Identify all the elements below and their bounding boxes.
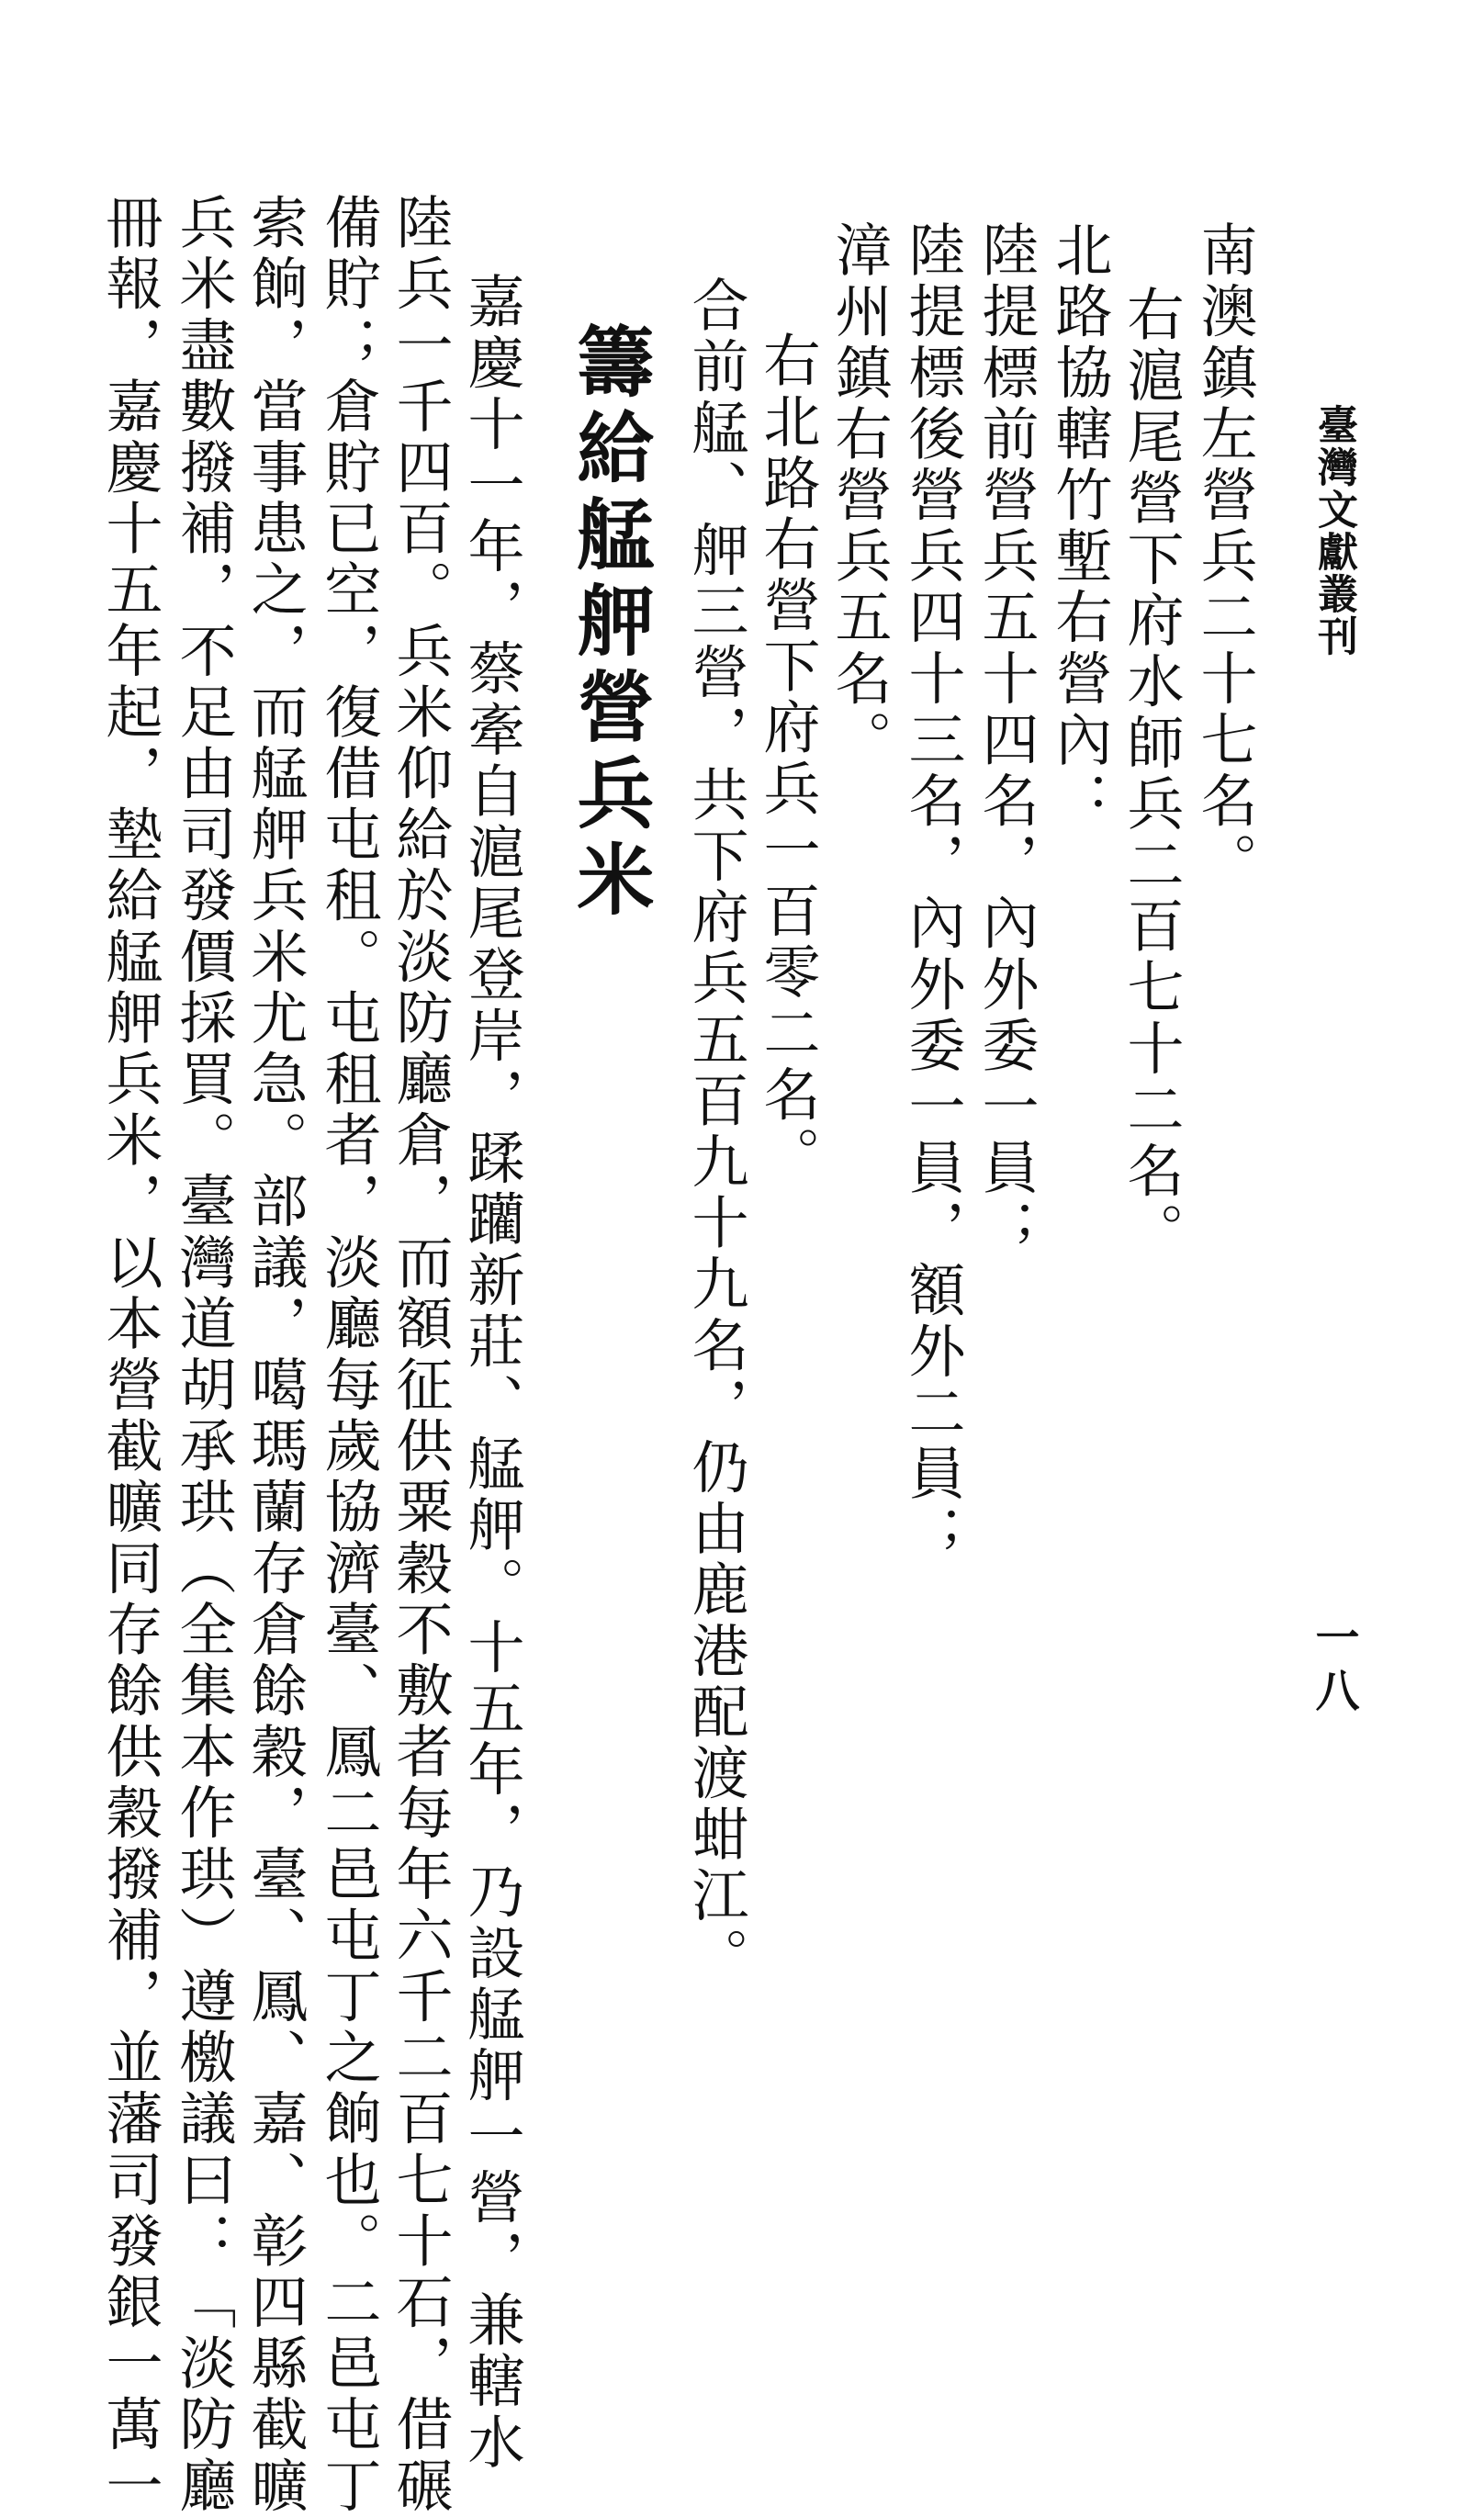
book-title: 臺灣文獻叢刊 [1310, 404, 1357, 657]
text-column: 南澳鎮左營兵二十七名。 [1191, 220, 1258, 893]
text-column: 右滬尾營下府水師兵二百七十二名。 [1118, 285, 1185, 1264]
text-column: 右北路右營下府兵一百零二名。 [754, 331, 821, 1187]
text-column: 漳州鎮右營兵五名。 [826, 220, 893, 771]
paragraph-line: 索餉，當事患之，而艋舺兵米尤急。部議，噶瑪蘭存倉餘穀，臺、鳳、嘉、彰四縣截曠 [242, 193, 309, 2517]
text-column: 陸提標前營兵五十四名，內外委一員； [972, 220, 1040, 1261]
text-column: 合前艋、舺三營，共下府兵五百九十九名，仍由鹿港配渡蚶江。 [682, 275, 749, 1988]
paragraph-line: 陸兵一千四百。兵米仰給於淡防廳倉，而額征供粟穀不敷者每年六千二百七十石，借碾 [387, 193, 454, 2517]
paragraph-line: 兵米盡數撥補，不足由司發價採買。臺灣道胡承珙（全集本作珙）遵檄議曰：「淡防廳 [170, 193, 237, 2517]
paragraph-line: 嘉慶十一年，蔡牽自滬尾登岸，蹂躪新莊、艋舺。十五年，乃設艋舺一營，兼轄水 [458, 272, 525, 2474]
text-column: 陸提標後營兵四十三名，內外委一員，額外二員； [899, 220, 966, 1567]
text-column: 北路協轄竹塹右營內： [1046, 220, 1113, 832]
section-title: 籌給艋舺營兵米 [565, 321, 656, 926]
page-number: 一八 [1308, 1614, 1359, 1721]
paragraph-line: 冊報，嘉慶十五年起，墊給艋舺兵米，以本營截曠同存餘供穀撥補，並藩司發銀一萬一 [96, 193, 163, 2517]
paragraph-line: 備貯；倉貯已空，復借屯租。屯租者，淡廳每歲協濟臺、鳳二邑屯丁之餉也。二邑屯丁 [315, 193, 382, 2517]
